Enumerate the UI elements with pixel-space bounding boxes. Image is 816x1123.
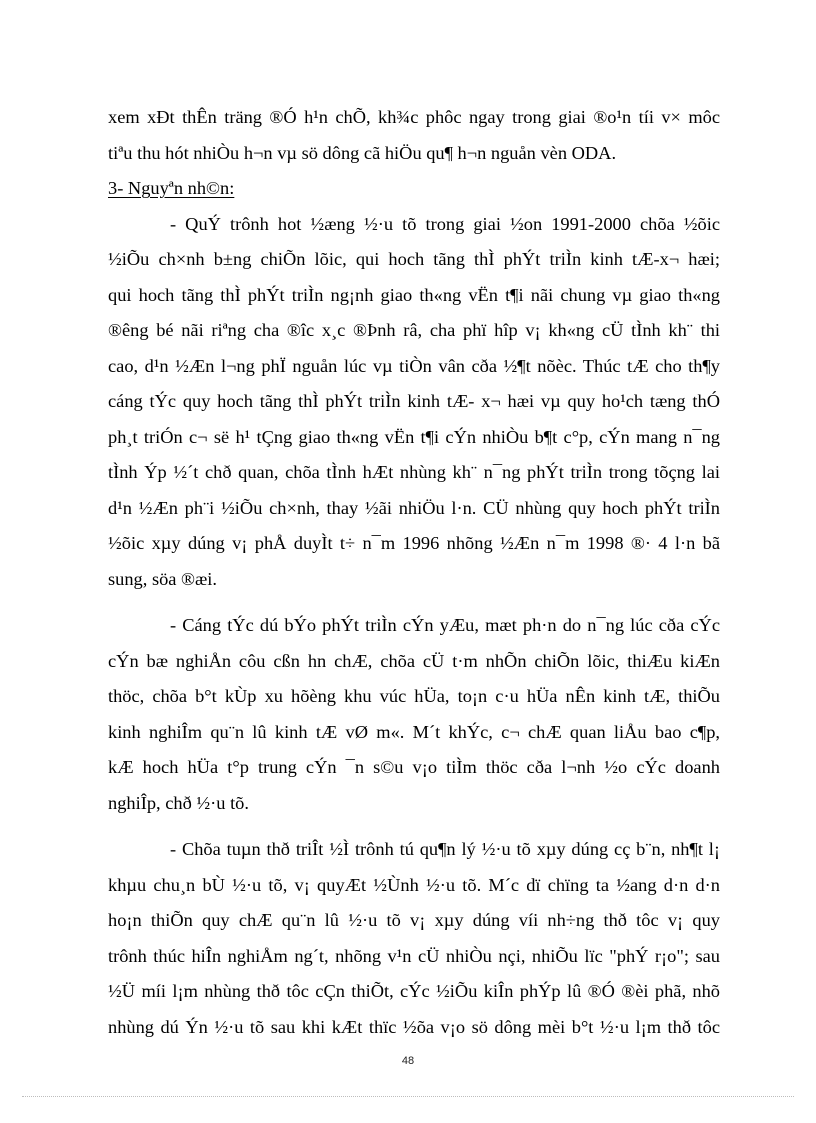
body-text-line: - QuÝ trônh hot ½æng ½·u tõ trong giai ½on 1991-2000 chõa ½õic	[170, 213, 720, 234]
body-text-line: - Cáng tÝc dú bÝo phÝt triÌn cÝn yÆu, mæt ph·n do n¯ng lúc cða cÝc	[170, 615, 720, 635]
body-text-line: trônh thúc hiÎn nghiÅm ng´t, nhõng v¹n cÜ nhiÒu nçi, nhiÕu lïc "phÝ r¡o"; sau	[108, 945, 720, 966]
body-text-line: ho¡n thiÕn quy chÆ qu¨n lû ½·u tõ v¡ xµy dúng víi nh÷ng thð tôc v¡ quy	[108, 910, 720, 930]
body-text-line: thöc, chõa b°t kÙp xu hõèng khu vúc hÜa, to¡n c·u hÜa nÊn kinh tÆ, thiÕu	[108, 686, 720, 706]
body-text-line: xem xÐt thÊn träng ®Ó h¹n chÕ, kh¾c phôc ngay trong giai ®o¹n tíi v× môc	[108, 107, 720, 127]
body-text-line: ½Ü míi l¡m nhùng thð tôc cÇn thiÕt, cÝc ½iÕu kiÎn phÝp lû ®Ó ®èi phã, nhõ	[108, 981, 720, 1001]
body-text-line: nghiÎp, chð ½·u tõ.	[108, 792, 249, 813]
footer-divider	[22, 1096, 794, 1097]
body-text-line: tiªu thu hót nhiÒu h¬n vµ sö dông cã hiÖu qu¶ h¬n nguån vèn ODA.	[108, 142, 617, 163]
section-heading-line	[108, 171, 720, 207]
body-text-line: nhùng dú Ýn ½·u tõ sau khi kÆt thïc ½õa v¡o sö dông mèi b°t ½·u l¡m thð tôc	[108, 1016, 720, 1037]
body-text-line: - Chõa tuµn thð triÎt ½Ì trônh tú qu¶n lý ½·u tõ xµy dúng cç b¨n, nh¶t l¡	[170, 839, 720, 859]
paragraph-1	[108, 207, 720, 598]
body-text-line: ½iÕu ch×nh b±ng chiÕn lõic, qui hoch tãng thÌ phÝt triÌn kinh tÆ-x¬ hæi;	[108, 249, 720, 269]
document-body	[108, 100, 720, 1045]
paragraph-3	[108, 832, 720, 1045]
body-text-line: ½õic xµy dúng v¡ phÅ duyÌt t÷ n¯m 1996 nhõng ½Æn n¯m 1998 ®· 4 l·n bã	[108, 533, 720, 553]
body-text-line: qui hoch tãng thÌ phÝt triÌn ng¡nh giao th«ng vËn t¶i nãi chung vµ giao th«ng	[108, 284, 720, 305]
paragraph-2	[108, 608, 720, 821]
page-number: 48	[401, 1055, 415, 1067]
body-text-line: ®êng bé nãi riªng cha ®îc x¸c ®Þnh râ, cha phï hîp v¡ kh«ng cÜ tÌnh kh¨ thi	[108, 320, 720, 340]
body-text-line: cÝn bæ nghiÅn côu cßn hn chÆ, chõa cÜ t·m nhÕn chiÕn lõic, thiÆu kiÆn	[108, 650, 720, 671]
body-text-line: khµu chu¸n bÙ ½·u tõ, v¡ quyÆt ½Ùnh ½·u tõ. M´c dï chïng ta ½ang d·n d·n	[108, 874, 720, 895]
section-heading: 3- Nguyªn nh©n:	[108, 178, 235, 198]
body-text-line: cáng tÝc quy hoch tãng thÌ phÝt triÌn kinh tÆ- x¬ hæi vµ quy ho¹ch tæng thÓ	[108, 391, 720, 411]
body-text-line: sung, söa ®æi.	[108, 568, 217, 589]
paragraph-spacer	[108, 821, 720, 832]
body-text-line: kinh nghiÎm qu¨n lû kinh tÆ vØ m«. M´t khÝc, c¬ chÆ quan liÅu bao c¶p,	[108, 721, 720, 742]
body-text-line: cao, d¹n ½Æn l¬ng phÏ nguån lúc vµ tiÒn vân cða ½¶t nõèc. Thúc tÆ cho th¶y	[108, 355, 720, 376]
body-text-line: tÌnh Ýp ½´t chð quan, chõa tÌnh hÆt nhùng kh¨ n¯ng phÝt triÌn trong tõçng lai	[108, 462, 720, 482]
body-text-line: ph¸t triÓn c¬ së h¹ tÇng giao th«ng vËn t¶i cÝn nhiÒu b¶t c°p, cÝn mang n¯ng	[108, 426, 720, 447]
body-text-line: kÆ hoch hÜa t°p trung cÝn ¯n s©u v¡o tiÌm thöc cða l¬nh ½o cÝc doanh	[108, 757, 720, 777]
paragraph-spacer	[108, 597, 720, 608]
body-text-line: d¹n ½Æn ph¨i ½iÕu ch×nh, thay ½ãi nhiÖu l·n. CÜ nhùng quy hoch phÝt triÌn	[108, 497, 720, 518]
